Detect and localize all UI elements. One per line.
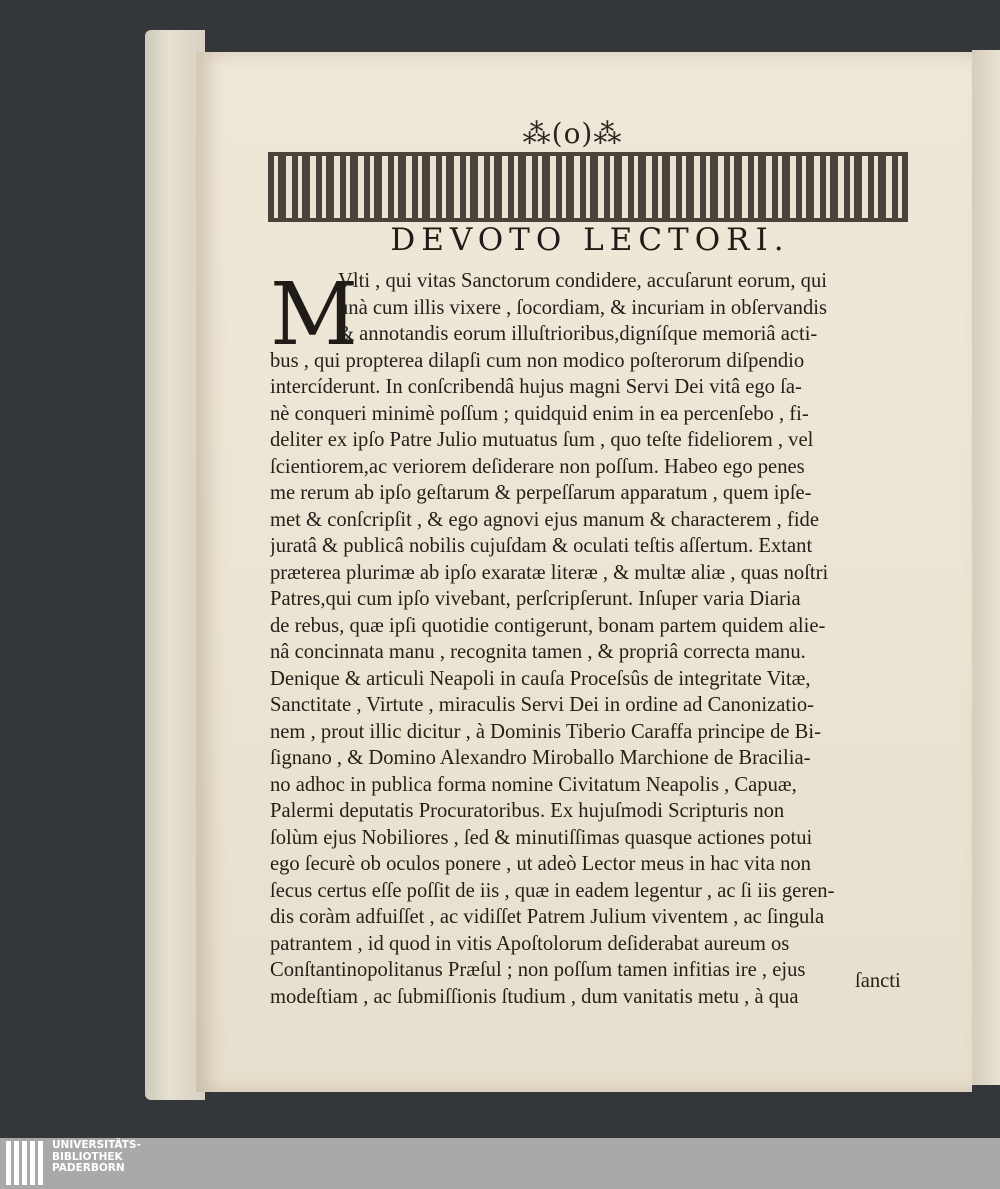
text-line: patrantem , id quod in vitis Apoſtolorum deſiderabat aureum os bbox=[270, 932, 790, 955]
text-line: dis coràm adfuiſſet , ac vidiſſet Patrem Julium viventem , ac ſingula bbox=[270, 906, 825, 928]
text-line: no adhoc in publica forma nomine Civitatum Neapolis , Capuæ, bbox=[270, 773, 797, 796]
text-line: ſignano , & Domino Alexandro Miroballo Marchione de Braciliа- bbox=[270, 747, 811, 769]
text-line: Denique & articuli Neapoli in cauſa Proceſsûs de integritate Vitæ, bbox=[270, 667, 811, 690]
text-line: me rerum ab ipſo geſtarum & perpeſſarum apparatum , quem ipſe- bbox=[270, 482, 812, 504]
text-line: modeſtiam , ac ſubmiſſionis ſtudium , dum vanitatis metu , à qua bbox=[270, 985, 799, 1008]
text-line: deliter ex ipſo Patre Julio mutuatus ſum , quo teſte fideliorem , vel bbox=[270, 429, 814, 451]
text-line: præterea plurimæ ab ipſo exaratæ literæ , & multæ aliæ , quas noſtri bbox=[270, 561, 829, 584]
text-line: Conſtantinopolitanus Præſul ; non poſſum tamen infitias ire , ejus bbox=[270, 959, 806, 981]
text-line: ſolùm ejus Nobiliores , ſed & minutiſſimas quasque actiones potui bbox=[270, 826, 813, 849]
library-logo-icon bbox=[6, 1141, 46, 1185]
text-line: Vlti , qui vitas Sanctorum condidere, accuſarunt eorum, qui bbox=[338, 270, 827, 292]
text-line: bus , qui propterea dilapſi cum non modico poſterorum diſpendio bbox=[270, 349, 805, 372]
library-name-line: BIBLIOTHEK bbox=[52, 1150, 123, 1163]
text-line: juratâ & publicâ nobilis cujuſdam & oculati teſtis aſſertum. Extant bbox=[270, 535, 813, 557]
text-line: & annotandis eorum illuſtrioribus,digníſque memoriâ acti- bbox=[338, 323, 818, 345]
text-line: de rebus, quæ ipſi quotidie contigerunt, bonam partem quidem alie- bbox=[270, 614, 826, 637]
text-line: nè conqueri minimè poſſum ; quidquid enim in ea percenſebo , fi- bbox=[270, 402, 809, 425]
library-name-line: PADERBORN bbox=[52, 1162, 125, 1174]
catchword: ſancti bbox=[855, 970, 901, 992]
text-line: Palermi deputatis Procuratoribus. Ex hujuſmodi Scripturis non bbox=[270, 800, 785, 822]
text-line: nem , prout illic dicitur , à Dominis Tiberio Caraffa principe de Bi- bbox=[270, 720, 821, 743]
page-title: DEVOTO LECTORI. bbox=[390, 222, 790, 258]
text-line: Patres,qui cum ipſo vivebant, perſcripſerunt. Inſuper varia Diaria bbox=[270, 588, 801, 610]
decorative-headpiece-band bbox=[268, 152, 908, 222]
text-line: ſecus certus eſſe poſſit de iis , quæ in eadem legentur , ac ſi iis geren- bbox=[270, 879, 835, 902]
drop-cap-initial: M bbox=[270, 265, 359, 365]
text-line: Sanctitate , Virtute , miraculis Servi Dei in ordine ad Canonizatio- bbox=[270, 694, 814, 716]
text-line: met & conſcripſit , & ego agnovi ejus manum & characterem , fide bbox=[270, 508, 819, 531]
text-line: ſcientiorem,ac veriorem deſiderare non poſſum. Habeo ego penes bbox=[270, 455, 805, 478]
text-line: ego ſecurè ob oculos ponere , ut adeò Lector meus in hac vita non bbox=[270, 853, 811, 875]
next-page-edge bbox=[972, 50, 1000, 1085]
library-name bbox=[52, 1140, 252, 1175]
text-line: intercíderunt. In conſcribendâ hujus magni Servi Dei vitâ ego ſa- bbox=[270, 376, 802, 398]
library-name-line: UNIVERSITÄTS- bbox=[52, 1139, 141, 1151]
text-line: nâ concinnata manu , recognita tamen , & propriâ correcta manu. bbox=[270, 641, 806, 663]
text-line: unà cum illis vixere , ſocordiam, & incuriam in obſervandis bbox=[338, 296, 827, 319]
top-ornament: ⁂(o)⁂ bbox=[522, 116, 623, 150]
body-text bbox=[270, 265, 918, 1010]
